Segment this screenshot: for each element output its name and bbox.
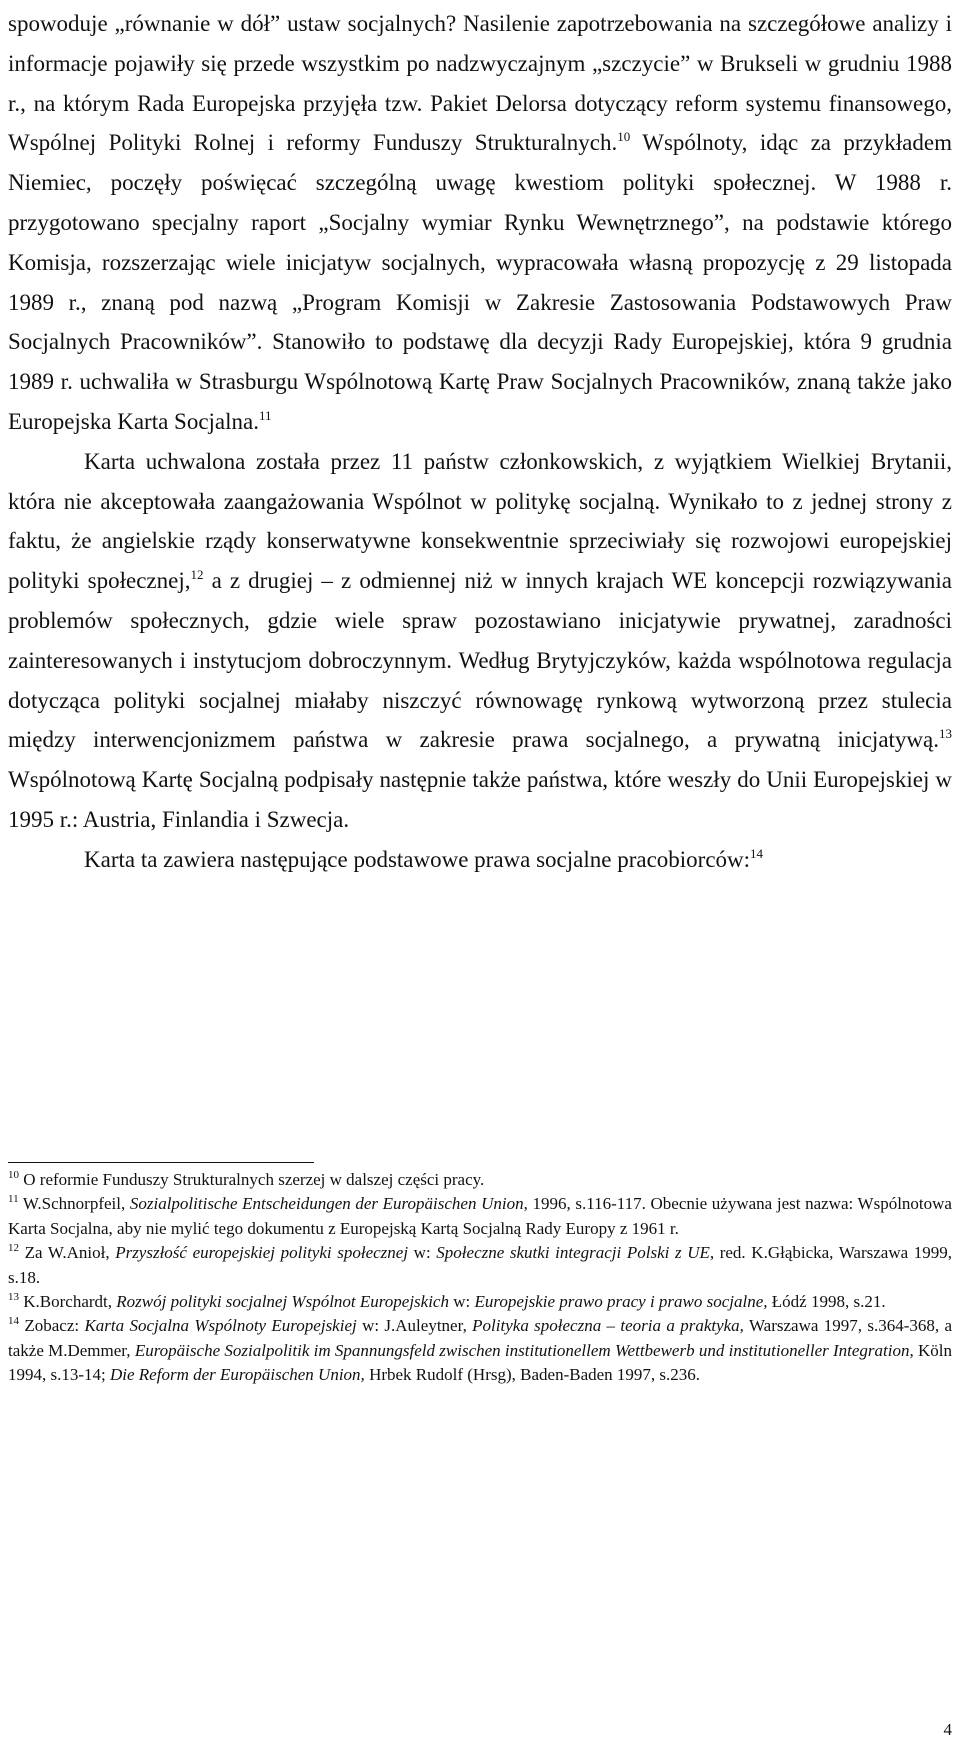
footnote-11 — [8, 1192, 952, 1241]
footnote-text: w: — [408, 1243, 437, 1263]
footnote-title: Die Reform der Europäischen Union, — [110, 1365, 365, 1385]
paragraph-1-text-a: spowoduje „równanie w dół” ustaw socjalnych? Nasilenie zapotrzebowania na szczegółowe analizy i informacje pojawiły się przede wszystkim po nadzwyczajnym „szczycie” w Brukseli w grudniu 1988 r., na którym Rada Europejska przyjęła tzw. Pakiet Delorsa dotyczący reform systemu finansowego, Wspólnej Polityki Rolnej i reformy Funduszy Strukturalnych. — [8, 11, 952, 156]
footnote-title: Europejskie prawo pracy i prawo socjalne, — [474, 1292, 768, 1312]
footnote-10 — [8, 1168, 952, 1192]
footnote-text: , red. K.Głąbicka, Warszawa 1999, s.18. — [8, 1243, 953, 1287]
footnote-text: , 1996, s.116-117. Obecnie używana jest nazwa: Wspólnotowa Karta Socjalna, aby nie mylić tego dokumentu z Europejską Kartą Socjalną Rady Europy z 1961 r. — [8, 1194, 952, 1238]
paragraph-3-text: Karta ta zawiera następujące podstawowe prawa socjalne pracobiorców: — [84, 846, 751, 872]
footnote-text: Warszawa 1997, s.364-368, a także M.Demmer, — [8, 1316, 953, 1360]
footnote-title: Sozialpolitische Entscheidungen der Europäischen Union — [129, 1194, 524, 1214]
footnote-text: O reformie Funduszy Strukturalnych szerzej w dalszej części pracy. — [23, 1170, 485, 1189]
footnote-12 — [8, 1241, 952, 1290]
footnote-title: Przyszłość europejskiej polityki społecznej — [115, 1243, 409, 1263]
paragraph-2-text-c: Wspólnotową Kartę Socjalną podpisały następnie także państwa, które weszły do Unii Europejskiej w 1995 r.: Austria, Finlandia i Szwecja. — [8, 767, 952, 832]
footnote-title: Społeczne skutki integracji Polski z UE — [436, 1243, 710, 1263]
footnote-title: Polityka społeczna – teoria a praktyka, — [472, 1316, 744, 1336]
footnote-13 — [8, 1290, 952, 1314]
paragraph-3 — [8, 840, 952, 880]
footnote-ref-11[interactable]: 11 — [259, 407, 272, 423]
footnote-text: w: — [448, 1292, 475, 1312]
paragraph-2-text-b: a z drugiej – z odmiennej niż w innych krajach WE koncepcji rozwiązywania problemów społecznych, gdzie wiele spraw pozostawiano inicjatywie prywatnej, zaradności zainteresowanych i instytucjom dobroczynnym. Według Brytyjczyków, każda wspólnotowa regulacja dotycząca polityki socjalnej miałaby niszczyć równowagę rynkową wytworzoną przez stulecia między interwencjonizmem państwa w zakresie prawa socjalnego, a prywatną inicjatywą. — [8, 568, 952, 753]
paragraph-1-text-b: Wspólnoty, idąc za przykładem Niemiec, poczęły poświęcać szczególną uwagę kwestiom polityki społecznej. W 1988 r. przygotowano specjalny raport „Socjalny wymiar Rynku Wewnętrznego”, na podstawie którego Komisja, rozszerzając wiele inicjatyw socjalnych, wypracowała własną propozycję z 29 listopada 1989 r., znaną pod nazwą „Program Komisji w Zakresie Zastosowania Podstawowych Praw Socjalnych Pracowników”. Stanowiło to podstawę dla decyzji Rady Europejskiej, która 9 grudnia 1989 r. uchwaliła w Strasburgu Wspólnotową Kartę Praw Socjalnych Pracowników, znaną także jako Europejska Karta Socjalna. — [8, 130, 952, 434]
footnote-separator — [8, 1162, 314, 1163]
footnote-text: W.Schnorpfeil, — [22, 1194, 130, 1214]
footnote-number: 13 — [8, 1291, 19, 1304]
footnote-ref-10[interactable]: 10 — [617, 129, 631, 145]
footnote-text: w: J.Auleytner, — [356, 1316, 473, 1336]
paragraph-2-text-a: Karta uchwalona została przez 11 państw członkowskich, z wyjątkiem Wielkiej Brytanii, która nie akceptowała zaangażowania Wspólnot w politykę socjalną. Wynikało to z jednej strony z faktu, że angielskie rządy konserwatywne konsekwentnie sprzeciwiały się rozwojowi europejskiej polityki społecznej, — [8, 448, 952, 594]
paragraph-2 — [8, 442, 952, 840]
footnote-text: K.Borchardt, — [23, 1292, 117, 1312]
paragraph-1 — [8, 4, 952, 442]
footnote-number: 11 — [8, 1193, 19, 1206]
main-text — [8, 4, 952, 880]
footnote-14 — [8, 1314, 952, 1387]
footnote-text: Za W.Anioł, — [24, 1243, 116, 1263]
footnote-ref-12[interactable]: 12 — [190, 567, 204, 583]
footnote-title: Europäische Sozialpolitik im Spannungsfeld zwischen institutionellem Wettbewerb und institutioneller Integration — [134, 1340, 910, 1360]
page-number: 4 — [943, 1720, 952, 1739]
footnote-number: 14 — [8, 1315, 19, 1328]
footnote-number: 10 — [8, 1169, 19, 1181]
footnote-text: , Köln 1994, s.13-14; — [8, 1340, 953, 1385]
footnotes — [8, 1168, 952, 1388]
footnote-number: 12 — [8, 1242, 19, 1255]
footnote-title: Rozwój polityki socjalnej Wspólnot Europejskich — [116, 1292, 449, 1312]
footnote-text: Zobacz: — [24, 1316, 85, 1336]
footnote-text: Łódź 1998, s.21. — [767, 1292, 886, 1312]
footnote-text: Hrbek Rudolf (Hrsg), Baden-Baden 1997, s.236. — [364, 1365, 701, 1385]
footnote-title: Karta Socjalna Wspólnoty Europejskiej — [84, 1316, 357, 1336]
footnote-ref-13[interactable]: 13 — [939, 726, 952, 742]
footnote-ref-14[interactable]: 14 — [750, 845, 764, 861]
